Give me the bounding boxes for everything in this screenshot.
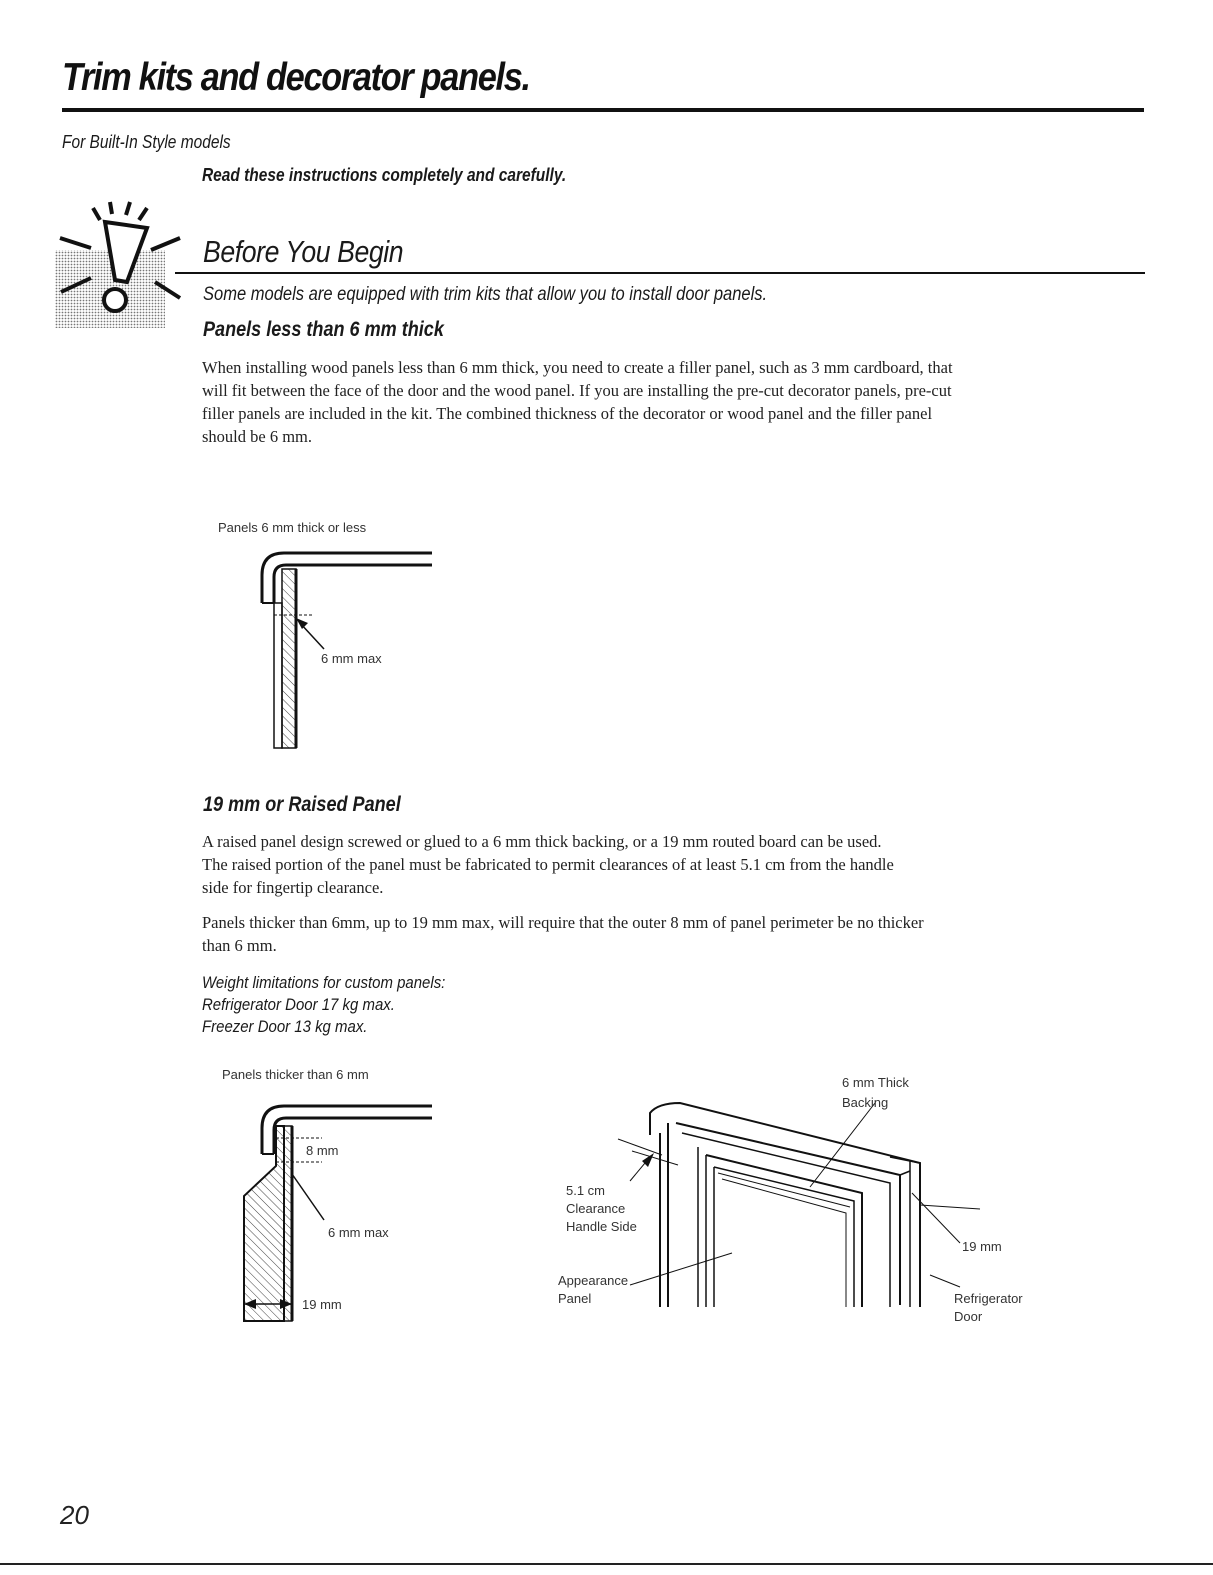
raised-panel-section xyxy=(244,1126,284,1321)
warning-exclamation-icon xyxy=(55,200,185,330)
raised-panel-heading: 19 mm or Raised Panel xyxy=(203,793,401,816)
refrigerator-door-label-2: Door xyxy=(954,1309,983,1324)
backing-label: 6 mm Thick xyxy=(842,1075,909,1090)
weight-limitations xyxy=(202,972,445,1038)
thin-panels-paragraph xyxy=(202,356,1162,448)
refrigerator-weight: Refrigerator Door 17 kg max. xyxy=(202,995,395,1014)
page-title: Trim kits and decorator panels. xyxy=(62,56,530,99)
8mm-label: 8 mm xyxy=(306,1143,339,1158)
door-edge xyxy=(274,603,282,748)
19mm-door-label: 19 mm xyxy=(962,1239,1002,1254)
thick-panel-paragraph xyxy=(202,911,1162,957)
figure-caption: Panels 6 mm thick or less xyxy=(218,520,367,535)
thick-panel-diagram xyxy=(200,1062,460,1332)
raised-panel-paragraph xyxy=(202,830,1162,899)
thin-panel-diagram xyxy=(200,515,460,755)
figure-caption: Panels thicker than 6 mm xyxy=(222,1067,369,1082)
backing-label-2: Backing xyxy=(842,1095,889,1110)
section-heading: Before You Begin xyxy=(203,234,404,269)
paragraph-line: filler panels are included in the kit. The combined thickness of the decorator or wood panel and the filler panel xyxy=(202,404,933,423)
clearance-label: 5.1 cm xyxy=(566,1183,606,1198)
paragraph-line: than 6 mm. xyxy=(202,936,277,955)
thin-panels-heading: Panels less than 6 mm thick xyxy=(203,318,444,341)
read-instructions-note: Read these instructions completely and carefully. xyxy=(202,165,567,185)
freezer-weight: Freezer Door 13 kg max. xyxy=(202,1017,368,1036)
paragraph-line: will fit between the face of the door and the wood panel. If you are installing the pre-cut decorator panels, pre-cut xyxy=(202,381,952,400)
panel-section xyxy=(282,569,296,748)
title-divider xyxy=(62,108,1144,112)
paragraph-line: side for fingertip clearance. xyxy=(202,878,384,897)
clearance-label-2: Clearance xyxy=(566,1201,626,1216)
appearance-label-2: Panel xyxy=(558,1291,592,1306)
19mm-label: 19 mm xyxy=(302,1297,342,1312)
footer-divider xyxy=(0,1563,1213,1565)
door-perspective-diagram xyxy=(550,1075,1050,1335)
page-number: 20 xyxy=(60,1500,89,1530)
weight-heading: Weight limitations for custom panels: xyxy=(202,973,446,992)
paragraph-line: should be 6 mm. xyxy=(202,427,312,446)
paragraph-line: Panels thicker than 6mm, up to 19 mm max, will require that the outer 8 mm of panel perimeter be no thicker xyxy=(202,913,924,932)
model-subtitle: For Built-In Style models xyxy=(62,132,231,152)
paragraph-line: A raised panel design screwed or glued to a 6 mm thick backing, or a 19 mm routed board can be used. xyxy=(202,832,882,851)
max-thickness-label: 6 mm max xyxy=(321,651,382,666)
6mm-max-label: 6 mm max xyxy=(328,1225,389,1240)
clearance-label-3: Handle Side xyxy=(566,1219,637,1234)
appearance-label: Appearance xyxy=(558,1273,629,1288)
section-divider xyxy=(175,272,1145,274)
paragraph-line: When installing wood panels less than 6 mm thick, you need to create a filler panel, such as 3 mm cardboard, that xyxy=(202,358,953,377)
paragraph-line: The raised portion of the panel must be fabricated to permit clearances of at least 5.1 cm from the handle xyxy=(202,855,894,874)
refrigerator-door-label: Refrigerator xyxy=(954,1291,1023,1306)
section-intro: Some models are equipped with trim kits that allow you to install door panels. xyxy=(203,284,768,305)
